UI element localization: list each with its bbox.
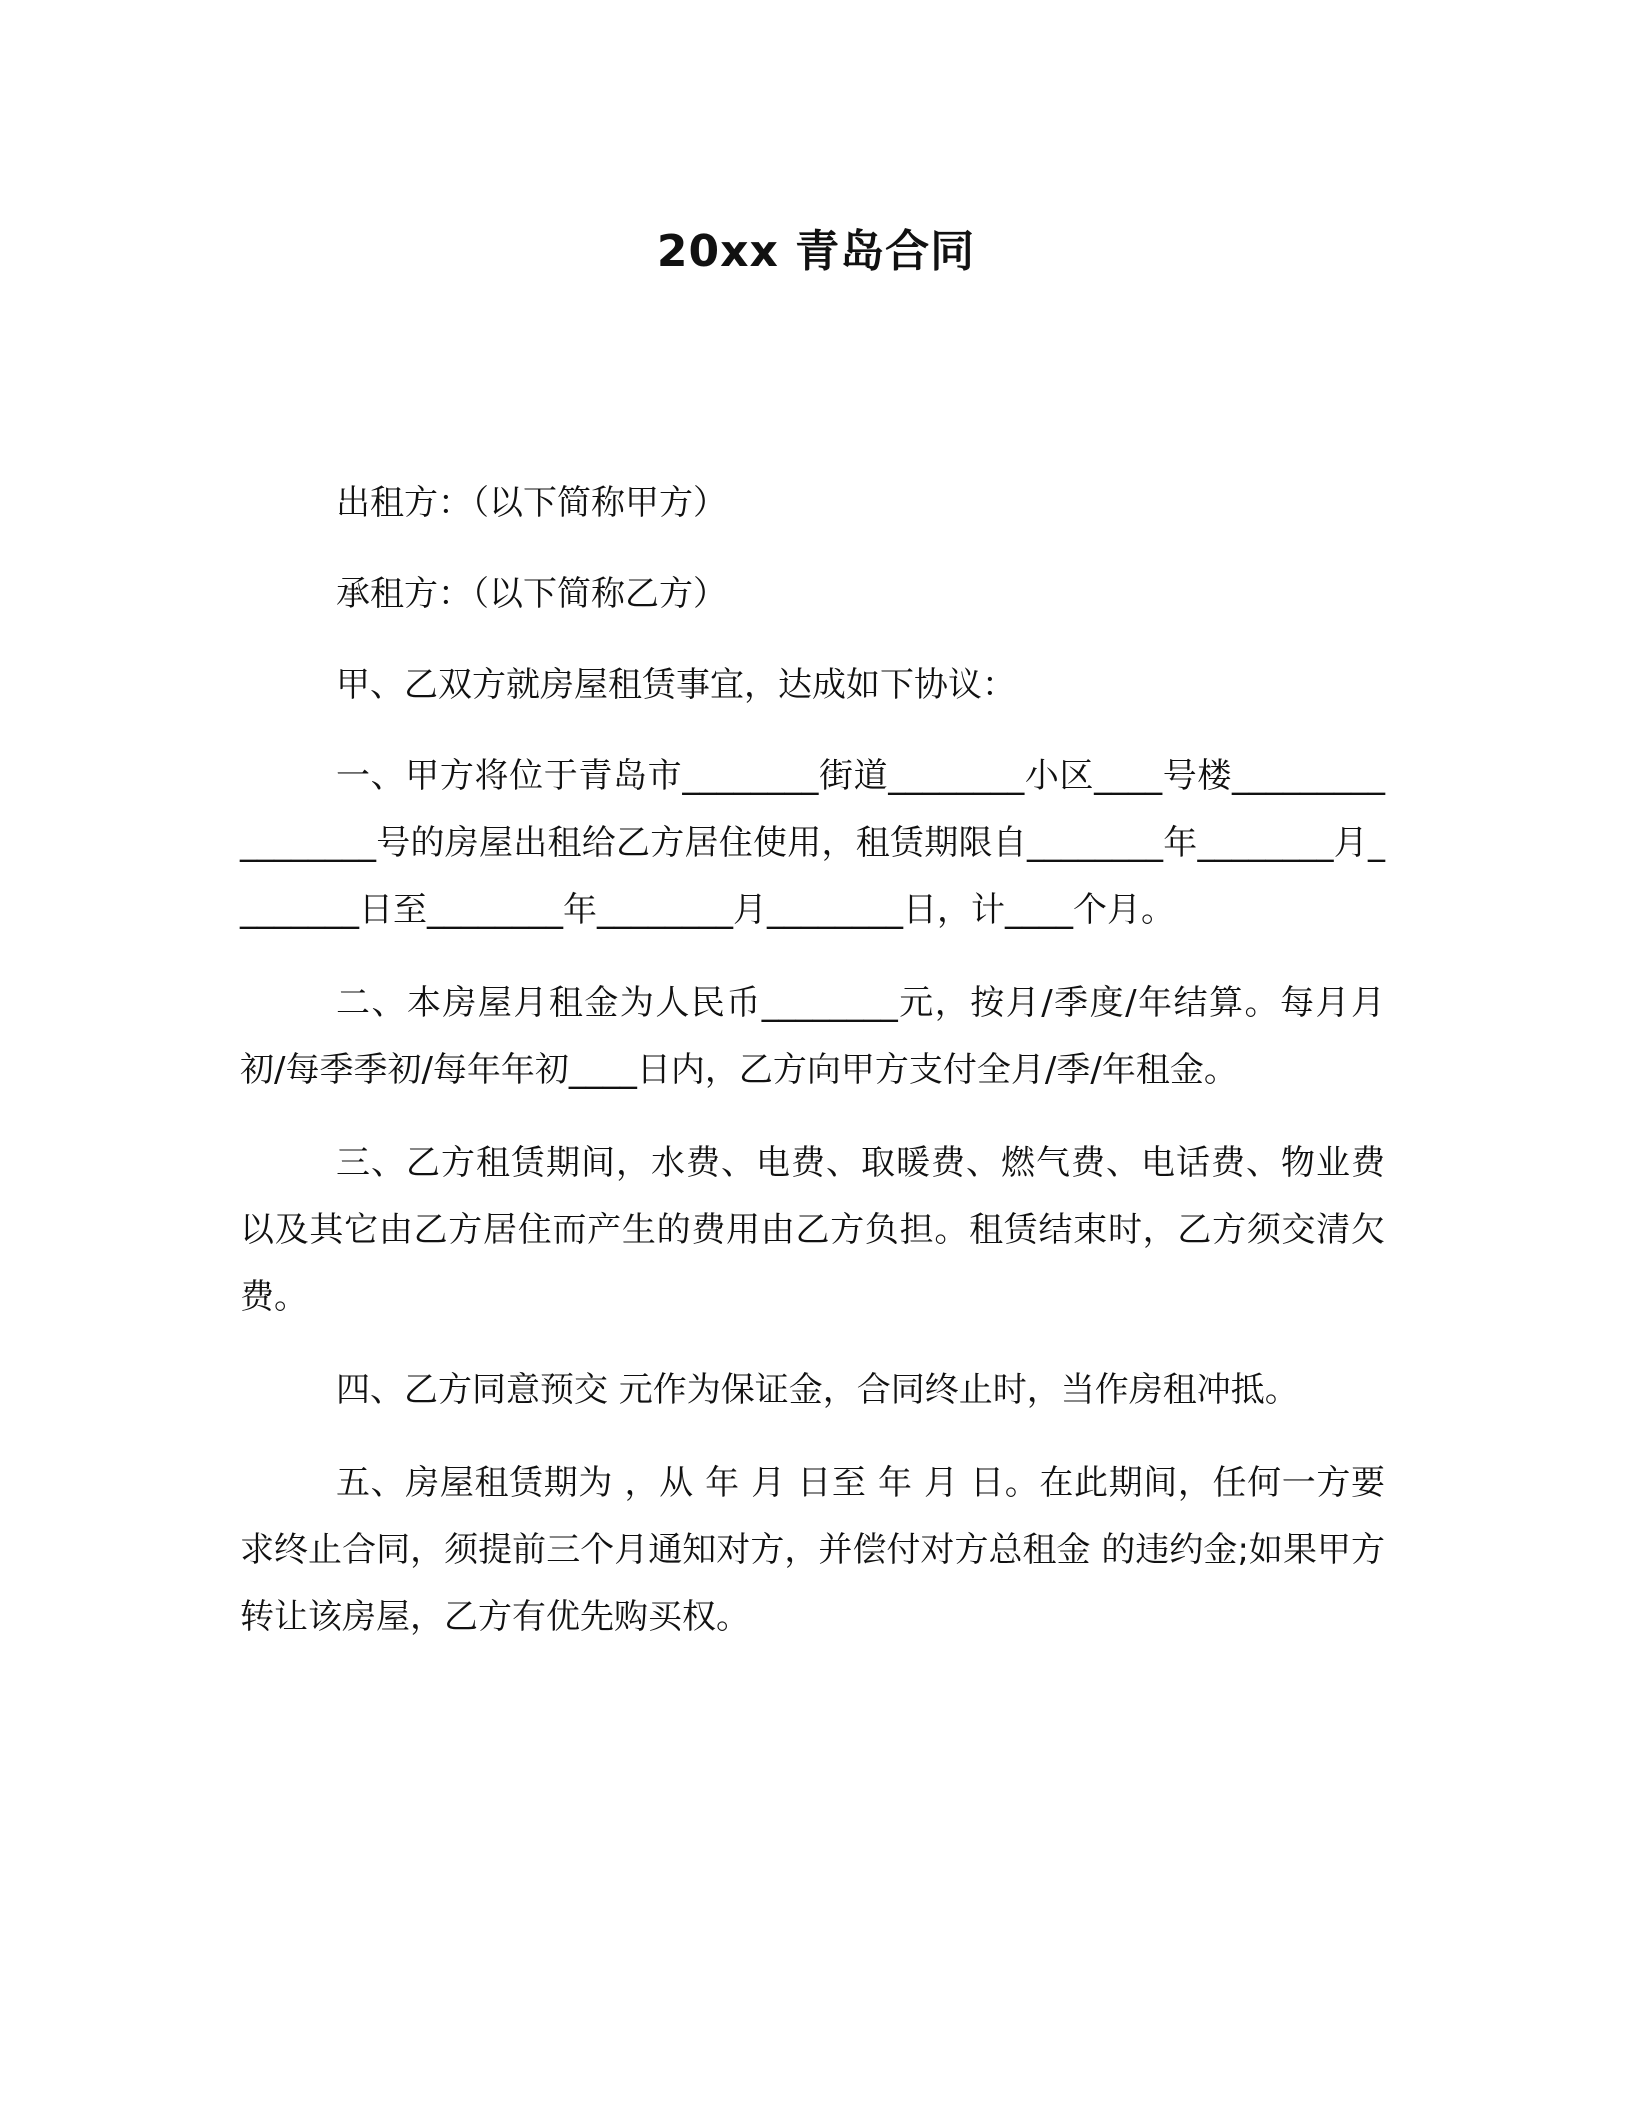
document-title: 20xx 青岛合同 xyxy=(656,226,976,277)
lessee-line: 承租方：（以下简称乙方） xyxy=(336,574,727,614)
clause-5: 五、房屋租赁期为 ，从 年 月 日至 年 月 日。在此期间，任何一方要求终止合同，须提前三个月通知对方，并偿付对方总租金 的违约金;如果甲方转让该房屋，乙方有优先购买权。 xyxy=(240,1463,1385,1637)
clause-2: 二、本房屋月租金为人民币________元，按月/季度/年结算。每月月初/每季季初/每年年初____日内，乙方向甲方支付全月/季/年租金。 xyxy=(240,983,1385,1090)
clause-4: 四、乙方同意预交 元作为保证金，合同终止时，当作房租冲抵。 xyxy=(336,1370,1299,1410)
agreement-intro: 甲、乙双方就房屋租赁事宜，达成如下协议： xyxy=(336,665,1016,705)
document-body xyxy=(240,470,1385,1677)
clause-1: 一、甲方将位于青岛市________街道________小区____号楼_________________号的房屋出租给乙方居住使用，租赁期限自________年________月________日至________年________月________日，计____个月。 xyxy=(240,756,1385,930)
lessor-line: 出租方：（以下简称甲方） xyxy=(336,483,727,523)
clause-3: 三、乙方租赁期间，水费、电费、取暖费、燃气费、电话费、物业费以及其它由乙方居住而产生的费用由乙方负担。租赁结束时，乙方须交清欠费。 xyxy=(240,1143,1385,1317)
